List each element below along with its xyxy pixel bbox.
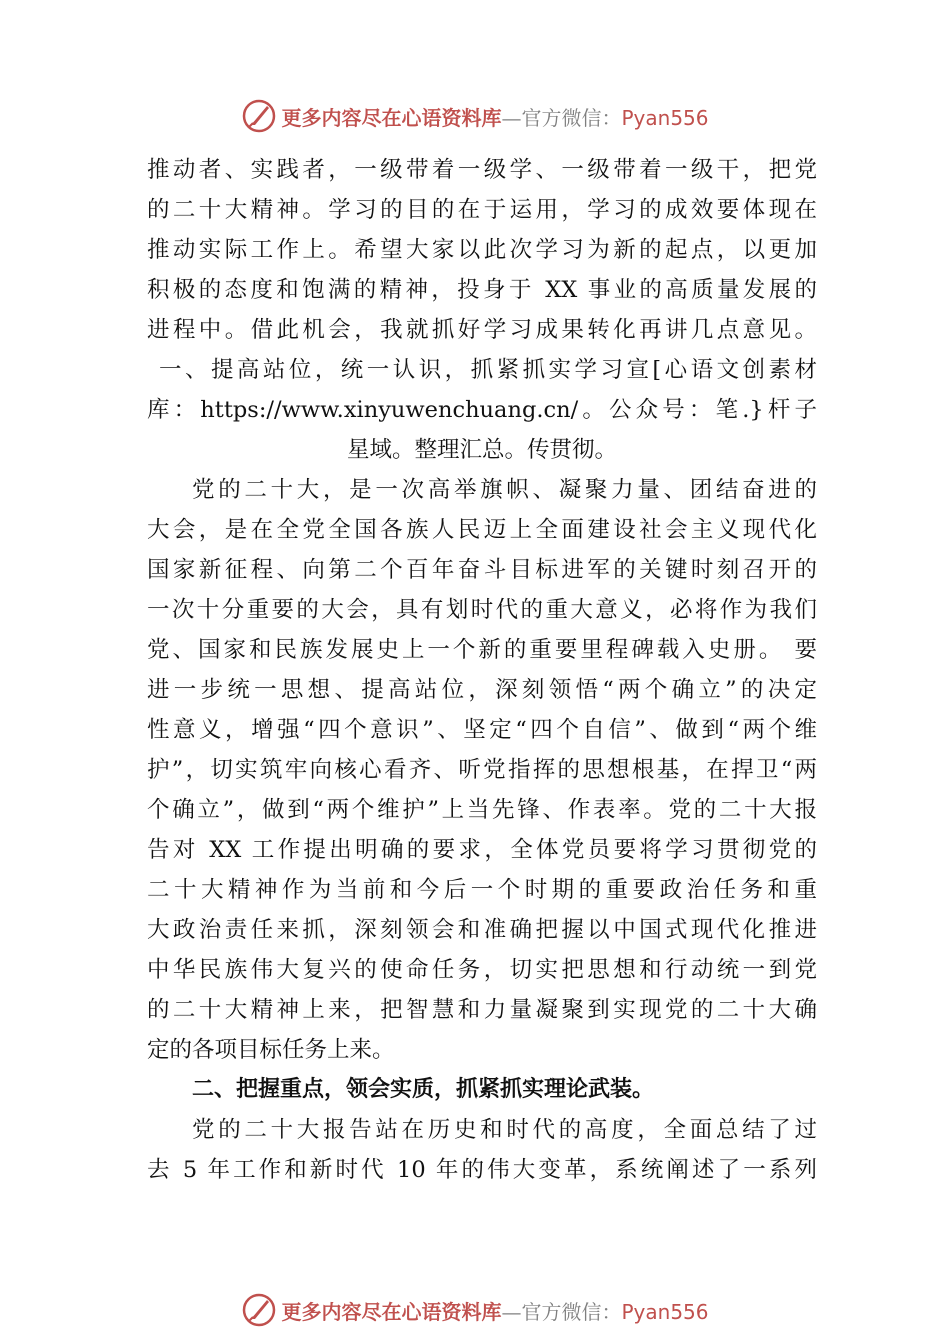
text-line: 二十大精神作为当前和今后一个时期的重要政治任务和重 — [147, 877, 817, 903]
paragraph-start: 党的二十大，是一次高举旗帜、凝聚力量、团结奋进的 — [192, 477, 817, 503]
text-line: 国家新征程、向第二个百年奋斗目标进军的关键时刻召开的 — [147, 557, 817, 583]
text-line: 的二十大精神。学习的目的在于运用，学习的成效要体现在 — [147, 197, 817, 223]
text-line: 库：https://www.xinyuwenchuang.cn/。公众号：笔.}杆子 — [147, 397, 817, 423]
text-line: 积极的态度和饱满的精神，投身于 XX 事业的高质量发展的 — [147, 277, 817, 303]
text-line: 进一步统一思想、提高站位，深刻领悟“两个确立”的决定 — [147, 677, 817, 703]
header-banner-text: 更多内容尽在心语资料库—官方微信：Pyan556 — [281, 105, 709, 130]
section-heading-1: 一、提高站位，统一认识，抓紧抓实学习宣[心语文创素材 — [159, 357, 817, 383]
paragraph-start: 党的二十大报告站在历史和时代的高度，全面总结了过 — [192, 1117, 817, 1143]
text-line: 推动实际工作上。希望大家以此次学习为新的起点，以更加 — [147, 237, 817, 263]
text-line: 去 5 年工作和新时代 10 年的伟大变革，系统阐述了一系列 — [147, 1157, 817, 1183]
quill-pen-logo-icon — [241, 1292, 277, 1328]
section-heading-2: 二、把握重点，领会实质，抓紧抓实理论武装。 — [192, 1077, 655, 1102]
text-line: 个确立”，做到“两个维护”上当先锋、作表率。党的二十大报 — [147, 797, 817, 823]
text-line: 推动者、实践者，一级带着一级学、一级带着一级干，把党 — [147, 157, 817, 183]
text-line: 一次十分重要的大会，具有划时代的重大意义，必将作为我们 — [147, 597, 817, 623]
text-line: 中华民族伟大复兴的使命任务，切实把思想和行动统一到党 — [147, 957, 817, 983]
text-line: 大会，是在全党全国各族人民迈上全面建设社会主义现代化 — [147, 517, 817, 543]
footer-banner-text: 更多内容尽在心语资料库—官方微信：Pyan556 — [281, 1299, 709, 1324]
text-line: 告对 XX 工作提出明确的要求，全体党员要将学习贯彻党的 — [147, 837, 817, 863]
text-line: 性意义，增强“四个意识”、坚定“四个自信”、做到“两个维 — [147, 717, 817, 743]
quill-pen-logo-icon — [241, 98, 277, 134]
text-line: 大政治责任来抓，深刻领会和准确把握以中国式现代化推进 — [147, 917, 817, 943]
text-line: 党、国家和民族发展史上一个新的重要里程碑载入史册。 要 — [147, 637, 817, 663]
text-line: 星域。整理汇总。传贯彻。 — [346, 437, 617, 463]
text-line: 定的各项目标任务上来。 — [147, 1037, 395, 1063]
text-line: 护”，切实筑牢向核心看齐、听党指挥的思想根基，在捍卫“两 — [147, 757, 817, 783]
text-line: 进程中。借此机会，我就抓好学习成果转化再讲几点意见。 — [147, 317, 817, 343]
header-banner — [0, 94, 950, 138]
text-line: 的二十大精神上来，把智慧和力量凝聚到实现党的二十大确 — [147, 997, 817, 1023]
footer-banner — [0, 1288, 950, 1332]
document-body — [147, 150, 817, 1190]
